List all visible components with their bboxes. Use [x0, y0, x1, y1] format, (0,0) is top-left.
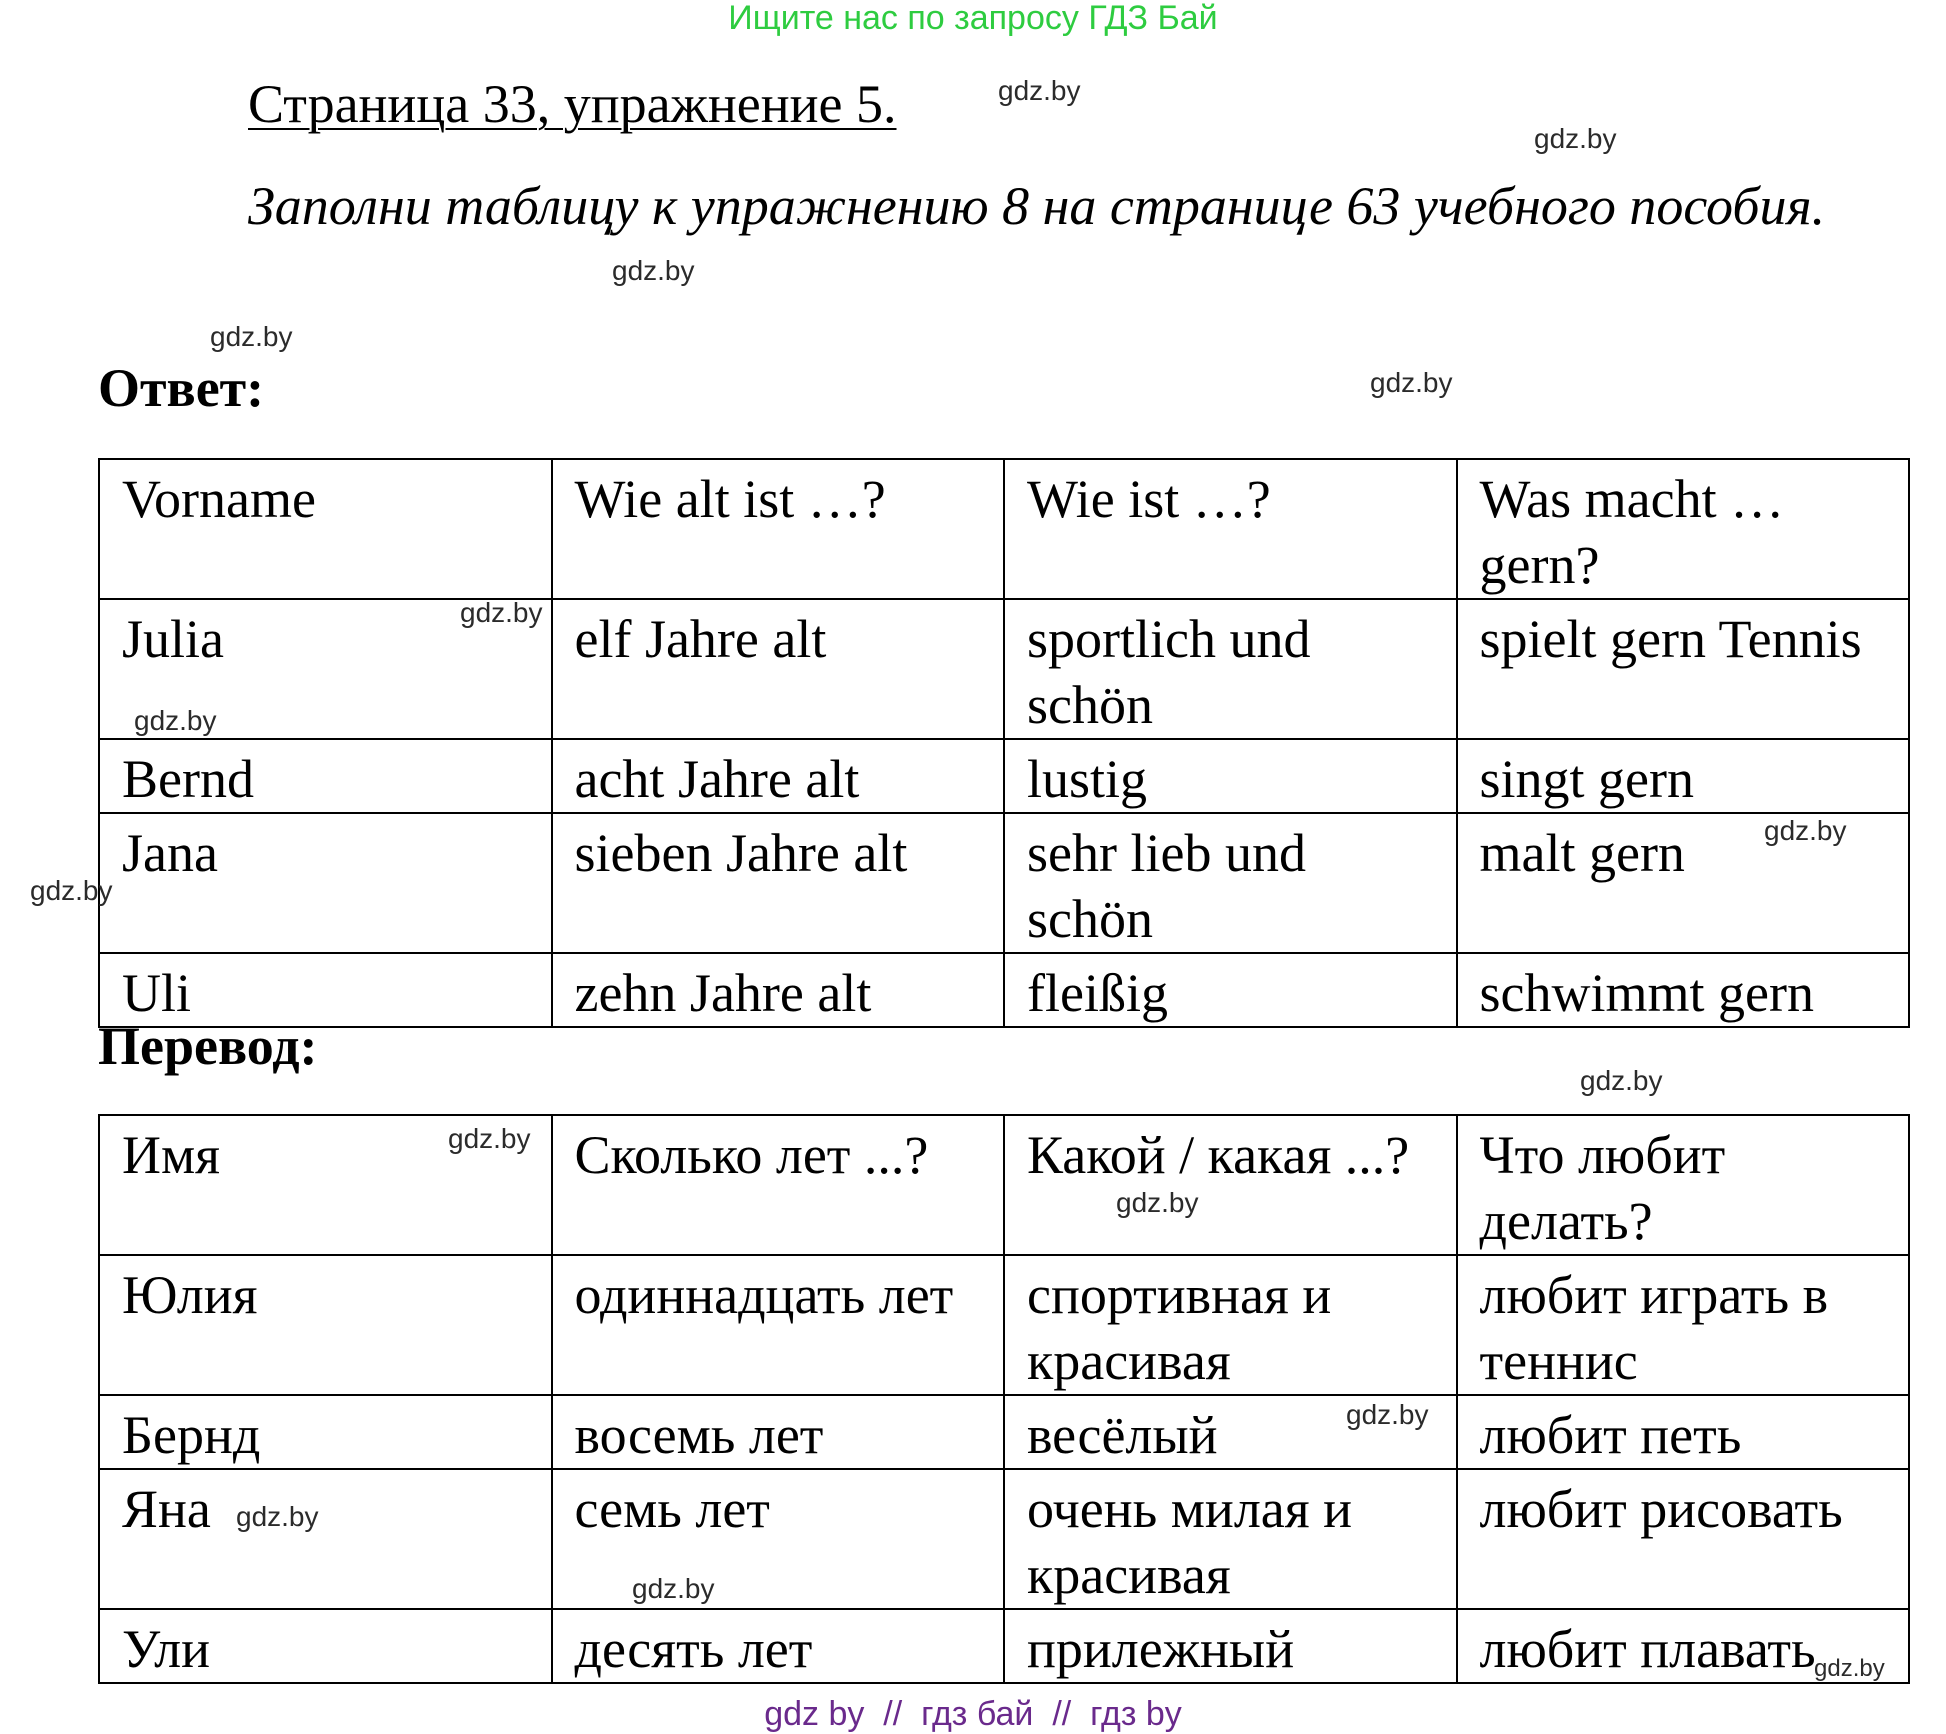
page-title: Страница 33, упражнение 5.: [248, 74, 897, 134]
table-cell: fleißig: [1004, 953, 1457, 1027]
watermark: gdz.by: [460, 597, 543, 628]
table-cell: singt gern: [1457, 739, 1910, 813]
table-cell: acht Jahre alt: [552, 739, 1005, 813]
header-cell: Какой / какая ...?: [1004, 1115, 1457, 1255]
table-cell: Julia: [99, 599, 552, 739]
header-cell: Vorname: [99, 459, 552, 599]
table-cell: Ули: [99, 1609, 552, 1683]
table-cell: очень милая и красивая: [1004, 1469, 1457, 1609]
watermark: gdz.by: [612, 255, 695, 286]
table-cell: Яна: [99, 1469, 552, 1609]
header-cell: Что любит делать?: [1457, 1115, 1910, 1255]
table-cell: Юлия: [99, 1255, 552, 1395]
table-cell: lustig: [1004, 739, 1457, 813]
table-cell: семь лет: [552, 1469, 1005, 1609]
table-row: [99, 813, 1909, 953]
table-cell: sieben Jahre alt: [552, 813, 1005, 953]
translation-heading: Перевод:: [98, 1016, 318, 1076]
table-cell: Jana: [99, 813, 552, 953]
table-cell: спортивная и красивая: [1004, 1255, 1457, 1395]
header-cell: Wie ist …?: [1004, 459, 1457, 599]
table-cell: Bernd: [99, 739, 552, 813]
table-cell: zehn Jahre alt: [552, 953, 1005, 1027]
table-cell: любит играть в теннис: [1457, 1255, 1910, 1395]
table-row: [99, 1255, 1909, 1395]
watermark: gdz.by: [1814, 1655, 1885, 1682]
answer-table: [98, 458, 1910, 1028]
table-header-row: [99, 459, 1909, 599]
task-text: Заполни таблицу к упражнению 8 на странице 63 учебного пособия.: [248, 176, 1826, 236]
table-cell: любит плавать: [1457, 1609, 1910, 1683]
table-cell: sehr lieb und schön: [1004, 813, 1457, 953]
watermark: gdz.by: [448, 1123, 531, 1154]
watermark: gdz.by: [1116, 1187, 1199, 1218]
top-banner: Ищите нас по запросу ГДЗ Бай: [728, 0, 1218, 37]
watermark: gdz.by: [30, 875, 113, 906]
table-cell: одиннадцать лет: [552, 1255, 1005, 1395]
header-cell: Сколько лет ...?: [552, 1115, 1005, 1255]
table-cell: весёлый: [1004, 1395, 1457, 1469]
table-cell: восемь лет: [552, 1395, 1005, 1469]
watermark: gdz.by: [1370, 367, 1453, 398]
footer-links: gdz by // гдз бай // гдз by: [764, 1695, 1182, 1733]
watermark: gdz.by: [236, 1501, 319, 1532]
header-cell: Wie alt ist …?: [552, 459, 1005, 599]
table-cell: Бернд: [99, 1395, 552, 1469]
table-cell: spielt gern Tennis: [1457, 599, 1910, 739]
header-cell: Имя: [99, 1115, 552, 1255]
table-row: [99, 953, 1909, 1027]
watermark: gdz.by: [1764, 815, 1847, 846]
table-row: [99, 1395, 1909, 1469]
table-cell: десять лет: [552, 1609, 1005, 1683]
watermark: gdz.by: [210, 321, 293, 352]
answer-heading: Ответ:: [98, 358, 265, 418]
watermark: gdz.by: [1580, 1065, 1663, 1096]
table-cell: любит петь: [1457, 1395, 1910, 1469]
watermark: gdz.by: [632, 1573, 715, 1604]
table-cell: elf Jahre alt: [552, 599, 1005, 739]
table-cell: sportlich und schön: [1004, 599, 1457, 739]
watermark: gdz.by: [134, 705, 217, 736]
table-row: [99, 599, 1909, 739]
table-row: [99, 1609, 1909, 1683]
table-header-row: [99, 1115, 1909, 1255]
table-cell: schwimmt gern: [1457, 953, 1910, 1027]
table-cell: любит рисовать: [1457, 1469, 1910, 1609]
watermark: gdz.by: [1346, 1399, 1429, 1430]
watermark: gdz.by: [1534, 123, 1617, 154]
table-cell: прилежный: [1004, 1609, 1457, 1683]
watermark: gdz.by: [998, 75, 1081, 106]
table-cell: Uli: [99, 953, 552, 1027]
translation-table: [98, 1114, 1910, 1684]
table-row: [99, 1469, 1909, 1609]
table-row: [99, 739, 1909, 813]
table-cell: malt gern: [1457, 813, 1910, 953]
header-cell: Was macht … gern?: [1457, 459, 1910, 599]
